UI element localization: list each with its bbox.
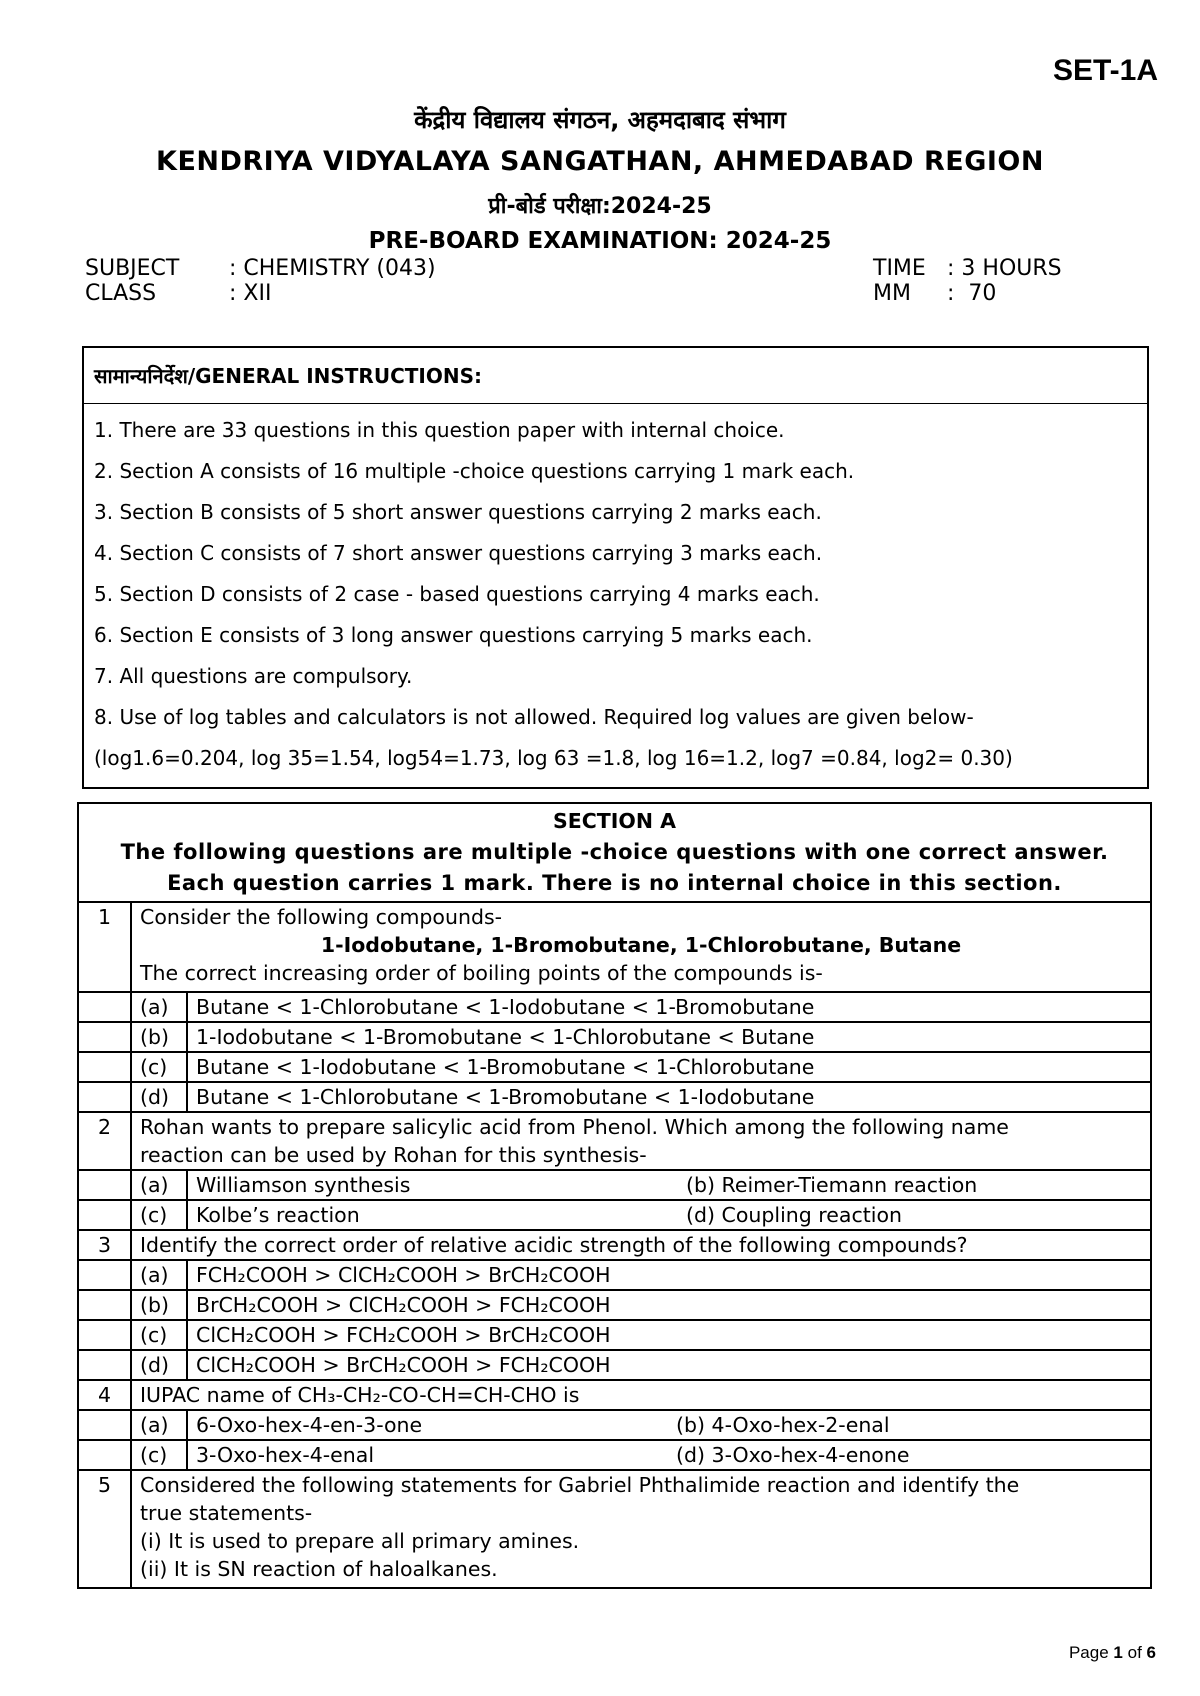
exam-meta-left xyxy=(85,256,442,306)
option-label: (a) xyxy=(131,1170,187,1200)
blank-cell xyxy=(78,1410,131,1440)
option-row xyxy=(187,1440,1151,1470)
instruction-item: 3. Section B consists of 5 short answer questions carrying 2 marks each. xyxy=(94,500,822,524)
option-text: 1-Iodobutane < 1-Bromobutane < 1-Chlorobutane < Butane xyxy=(187,1022,1151,1052)
mm-value: : 70 xyxy=(947,281,997,306)
set-label: SET-1A xyxy=(1052,54,1158,87)
page-total: 6 xyxy=(1146,1643,1156,1662)
option-row xyxy=(187,1200,1151,1230)
option-label: (c) xyxy=(131,1200,187,1230)
class-value: : XII xyxy=(229,281,272,306)
option-text: BrCH₂COOH > ClCH₂COOH > FCH₂COOH xyxy=(187,1290,1151,1320)
question-1-text xyxy=(131,902,1151,992)
question-2-text xyxy=(131,1112,1151,1170)
time-value: : 3 HOURS xyxy=(947,256,1062,281)
section-a-header xyxy=(78,803,1151,902)
instruction-item: 4. Section C consists of 7 short answer questions carrying 3 marks each. xyxy=(94,541,823,565)
question-number: 1 xyxy=(78,902,131,992)
question-number: 5 xyxy=(78,1470,131,1588)
option-text: (d) Coupling reaction xyxy=(686,1203,902,1227)
instruction-item: (log1.6=0.204, log 35=1.54, log54=1.73, log 63 =1.8, log 16=1.2, log7 =0.84, log2= 0.30) xyxy=(94,746,1013,770)
subject-value: : CHEMISTRY (043) xyxy=(229,256,436,281)
exam-meta-right xyxy=(873,256,1068,306)
blank-cell xyxy=(78,1320,131,1350)
option-text: (b) 4-Oxo-hex-2-enal xyxy=(676,1413,890,1437)
question-number: 3 xyxy=(78,1230,131,1260)
option-text: ClCH₂COOH > BrCH₂COOH > FCH₂COOH xyxy=(187,1350,1151,1380)
section-a-desc-line2: Each question carries 1 mark. There is no internal choice in this section. xyxy=(167,871,1062,895)
option-label: (b) xyxy=(131,1290,187,1320)
question-5-line4: (ii) It is SN reaction of haloalkanes. xyxy=(140,1557,498,1581)
option-label: (d) xyxy=(131,1350,187,1380)
option-text: 6-Oxo-hex-4-en-3-one xyxy=(196,1413,423,1437)
option-label: (b) xyxy=(131,1022,187,1052)
blank-cell xyxy=(78,1082,131,1112)
general-instructions-box xyxy=(82,346,1149,789)
option-label: (c) xyxy=(131,1320,187,1350)
instruction-item: 1. There are 33 questions in this question paper with internal choice. xyxy=(94,418,785,442)
option-label: (d) xyxy=(131,1082,187,1112)
question-1-line3: The correct increasing order of boiling points of the compounds is- xyxy=(140,961,823,985)
question-2-line2: reaction can be used by Rohan for this synthesis- xyxy=(140,1143,647,1167)
exam-title: PRE-BOARD EXAMINATION: 2024-25 xyxy=(368,228,832,254)
option-text: Williamson synthesis xyxy=(196,1173,411,1197)
instruction-item: 8. Use of log tables and calculators is not allowed. Required log values are given below- xyxy=(94,705,974,729)
option-label: (c) xyxy=(131,1052,187,1082)
option-text: FCH₂COOH > ClCH₂COOH > BrCH₂COOH xyxy=(187,1260,1151,1290)
instruction-item: 2. Section A consists of 16 multiple -choice questions carrying 1 mark each. xyxy=(94,459,855,483)
subject-label: SUBJECT xyxy=(85,256,180,281)
option-text: Kolbe’s reaction xyxy=(196,1203,360,1227)
question-5-line2: true statements- xyxy=(140,1501,313,1525)
section-a-desc-line1: The following questions are multiple -choice questions with one correct answer. xyxy=(120,840,1109,864)
question-1-compounds: 1-Iodobutane, 1-Bromobutane, 1-Chlorobutane, Butane xyxy=(320,933,962,957)
question-5-line1: Considered the following statements for Gabriel Phthalimide reaction and identify the xyxy=(140,1473,1020,1497)
question-5-text xyxy=(131,1470,1151,1588)
section-a-table xyxy=(77,802,1152,1589)
mm-label: MM xyxy=(873,281,911,306)
hindi-exam-title: प्री-बोर्ड परीक्षा:2024-25 xyxy=(488,194,712,219)
option-label: (a) xyxy=(131,1260,187,1290)
blank-cell xyxy=(78,1350,131,1380)
of-word: of xyxy=(1127,1643,1142,1662)
instructions-heading: सामान्यनिर्देश/GENERAL INSTRUCTIONS: xyxy=(83,347,1148,404)
question-number: 2 xyxy=(78,1112,131,1170)
instruction-item: 7. All questions are compulsory. xyxy=(94,664,413,688)
blank-cell xyxy=(78,1200,131,1230)
option-text: Butane < 1-Iodobutane < 1-Bromobutane < 1-Chlorobutane xyxy=(187,1052,1151,1082)
option-row xyxy=(187,1410,1151,1440)
page-word: Page xyxy=(1068,1643,1109,1662)
time-label: TIME xyxy=(873,256,926,281)
blank-cell xyxy=(78,1290,131,1320)
page-number: 1 xyxy=(1113,1643,1123,1662)
page-footer xyxy=(1069,1643,1156,1663)
instruction-item: 6. Section E consists of 3 long answer questions carrying 5 marks each. xyxy=(94,623,813,647)
blank-cell xyxy=(78,1170,131,1200)
class-label: CLASS xyxy=(85,281,157,306)
option-label: (a) xyxy=(131,1410,187,1440)
option-text: (d) 3-Oxo-hex-4-enone xyxy=(676,1443,910,1467)
org-title: KENDRIYA VIDYALAYA SANGATHAN, AHMEDABAD REGION xyxy=(156,146,1044,177)
option-label: (c) xyxy=(131,1440,187,1470)
option-text: Butane < 1-Chlorobutane < 1-Bromobutane < 1-Iodobutane xyxy=(187,1082,1151,1112)
option-row xyxy=(187,1170,1151,1200)
blank-cell xyxy=(78,1052,131,1082)
question-2-line1: Rohan wants to prepare salicylic acid from Phenol. Which among the following name xyxy=(140,1115,1009,1139)
question-1-line1: Consider the following compounds- xyxy=(140,905,503,929)
blank-cell xyxy=(78,1440,131,1470)
option-text: 3-Oxo-hex-4-enal xyxy=(196,1443,375,1467)
question-number: 4 xyxy=(78,1380,131,1410)
option-text: Butane < 1-Chlorobutane < 1-Iodobutane < 1-Bromobutane xyxy=(187,992,1151,1022)
blank-cell xyxy=(78,1022,131,1052)
blank-cell xyxy=(78,1260,131,1290)
question-4-text: IUPAC name of CH₃-CH₂-CO-CH=CH-CHO is xyxy=(131,1380,1151,1410)
option-label: (a) xyxy=(131,992,187,1022)
option-text: (b) Reimer-Tiemann reaction xyxy=(686,1173,978,1197)
blank-cell xyxy=(78,992,131,1022)
hindi-org-title: केंद्रीय विद्यालय संगठन, अहमदाबाद संभाग xyxy=(414,106,786,134)
section-a-title: SECTION A xyxy=(552,809,676,833)
instruction-item: 5. Section D consists of 2 case - based questions carrying 4 marks each. xyxy=(94,582,820,606)
question-5-line3: (i) It is used to prepare all primary amines. xyxy=(140,1529,580,1553)
option-text: ClCH₂COOH > FCH₂COOH > BrCH₂COOH xyxy=(187,1320,1151,1350)
question-3-text: Identify the correct order of relative acidic strength of the following compounds? xyxy=(131,1230,1151,1260)
instructions-list xyxy=(83,404,1148,789)
